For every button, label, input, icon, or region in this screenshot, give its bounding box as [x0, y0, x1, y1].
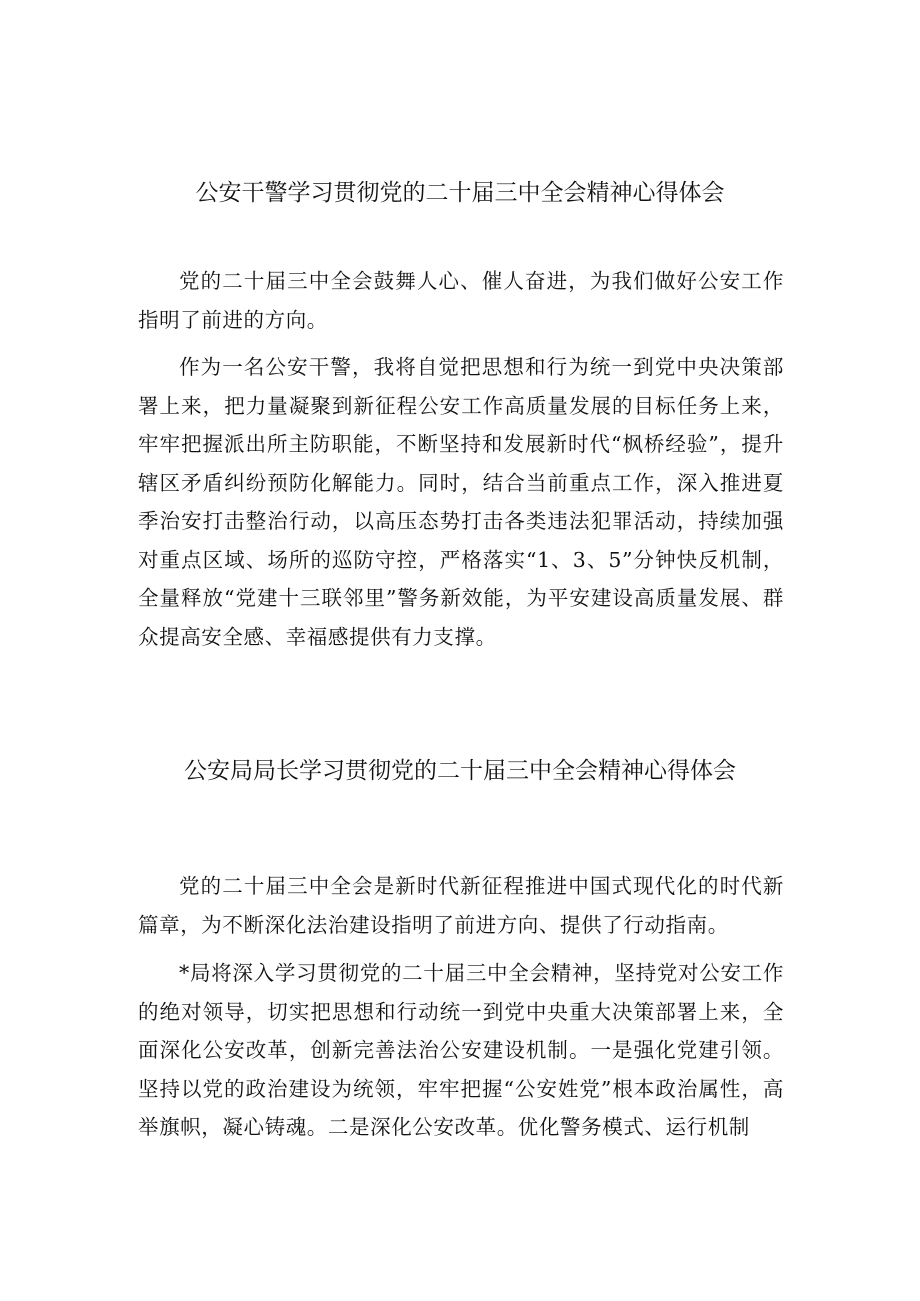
section1-paragraph-1: 党的二十届三中全会鼓舞人心、催人奋进，为我们做好公安工作指明了前进的方向。 — [138, 269, 784, 332]
section1-title: 公安干警学习贯彻党的二十届三中全会精神心得体会 — [195, 180, 725, 206]
section2-paragraph-1: 党的二十届三中全会是新时代新征程推进中国式现代化的时代新篇章，为不断深化法治建设指明了前进方向、提供了行动指南。 — [138, 874, 784, 937]
section2-paragraph-2: *局将深入学习贯彻党的二十届三中全会精神，坚持党对公安工作的绝对领导，切实把思想和行动统一到党中央重大决策部署上来，全面深化公安改革，创新完善法治公安建设机制。一是强化党建引领。坚持以党的政治建设为统领，牢牢把握“公安姓党”根本政治属性，高举旗帜，凝心铸魂。二是深化公安改革。优化警务模式、运行机制 — [138, 961, 784, 1139]
section1-paragraph-2: 作为一名公安干警，我将自觉把思想和行为统一到党中央决策部署上来，把力量凝聚到新征程公安工作高质量发展的目标任务上来，牢牢把握派出所主防职能，不断坚持和发展新时代“枫桥经验”，提升辖区矛盾纠纷预防化解能力。同时，结合当前重点工作，深入推进夏季治安打击整治行动，以高压态势打击各类违法犯罪活动，持续加强对重点区域、场所的巡防守控，严格落实“1、3、5”分钟快反机制，全量释放“党建十三联邻里”警务新效能，为平安建设高质量发展、群众提高安全感、幸福感提供有力支撑。 — [138, 355, 784, 649]
section2-title: 公安局局长学习贯彻党的二十届三中全会精神心得体会 — [184, 758, 736, 784]
